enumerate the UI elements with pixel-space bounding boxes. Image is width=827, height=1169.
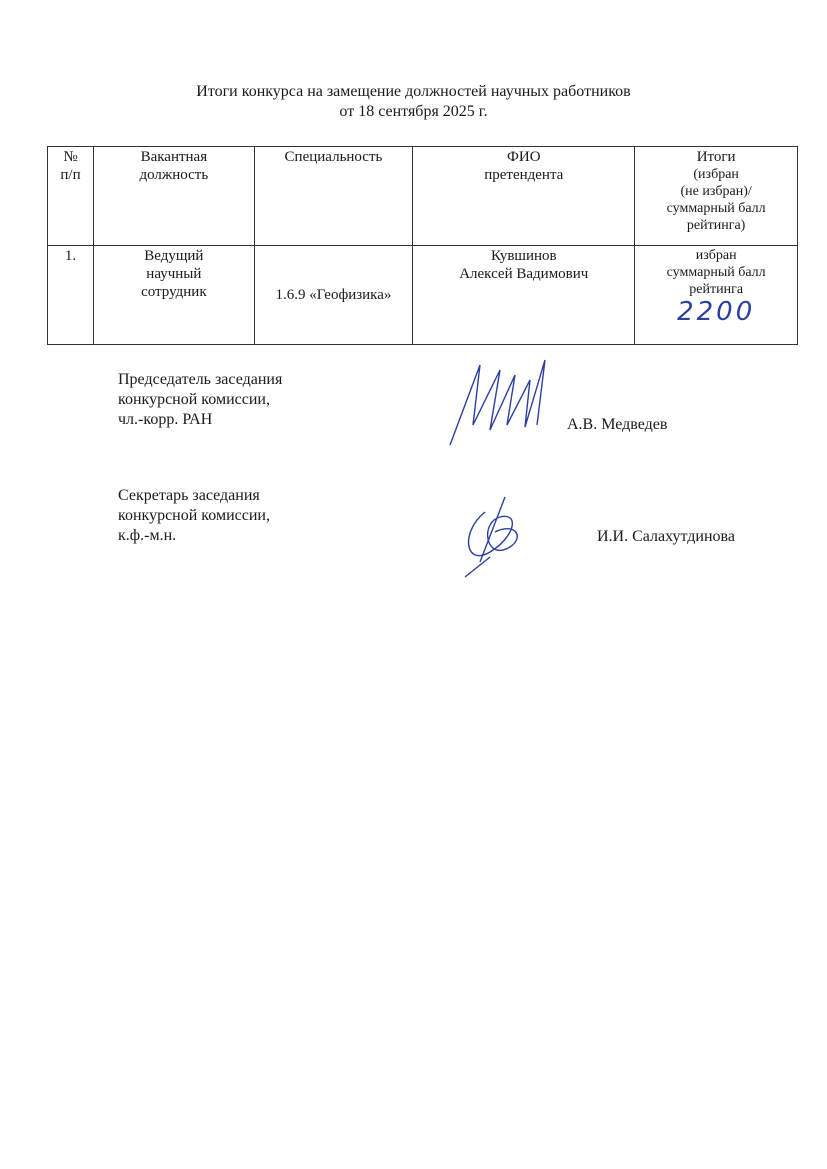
header-results: Итоги (избран (не избран)/ суммарный балл рейтинга): [635, 147, 798, 246]
results-table: [47, 146, 798, 345]
header-fio: ФИО претендента: [413, 147, 635, 246]
document-title: [0, 82, 827, 122]
secretary-title: Секретарь заседания конкурсной комиссии, к.ф.-м.н.: [118, 487, 270, 544]
title-line-2: от 18 сентября 2025 г.: [339, 103, 488, 120]
table-header-row: [48, 147, 798, 246]
cell-position: Ведущий научный сотрудник: [94, 246, 255, 345]
cell-fio: Кувшинов Алексей Вадимович: [413, 246, 635, 345]
cell-number: 1.: [48, 246, 94, 345]
chair-title: Председатель заседания конкурсной комиссии, чл.-корр. РАН: [118, 371, 283, 428]
secretary-signature: [455, 492, 535, 582]
title-line-1: Итоги конкурса на замещение должностей научных работников: [196, 83, 631, 100]
handwritten-score: 2200: [677, 297, 756, 327]
chair-signature: [445, 355, 565, 450]
chair-name: А.В. Медведев: [567, 416, 668, 433]
header-position: Вакантная должность: [94, 147, 255, 246]
header-specialty: Специальность: [254, 147, 413, 246]
cell-result: избран суммарный балл рейтинга 2200: [635, 246, 798, 345]
header-number: № п/п: [48, 147, 94, 246]
cell-specialty: 1.6.9 «Геофизика»: [254, 246, 413, 345]
table-row: [48, 246, 798, 345]
secretary-name: И.И. Салахутдинова: [597, 528, 735, 545]
